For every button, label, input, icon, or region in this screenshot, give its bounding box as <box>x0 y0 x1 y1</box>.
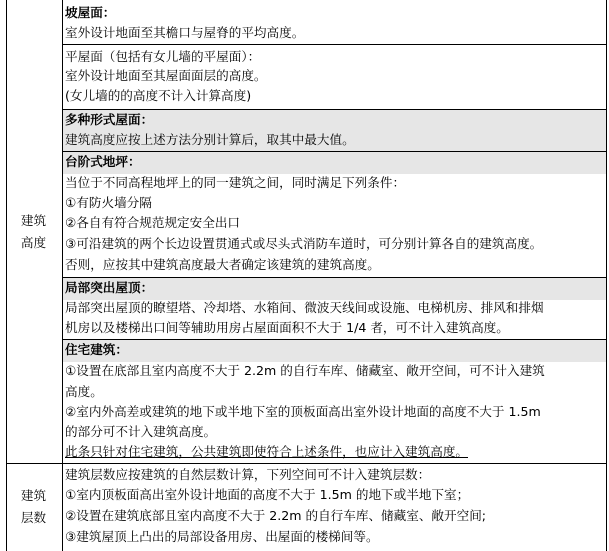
text-line: ②设置在建筑底部且室内高度不大于 2.2m 的自行车库、储藏室、敞开空间; <box>65 508 487 523</box>
building-height-table <box>6 0 607 551</box>
text-line: (女儿墙的的高度不计入计算高度) <box>65 88 252 103</box>
row-label-building-floors <box>6 485 61 529</box>
section-heading-flat-roof: 平屋面（包括有女儿墙的平屋面）： <box>65 49 261 64</box>
section-divider <box>62 151 607 152</box>
text-line: ③可沿建筑的两个长边设置贯通式或尽头式消防车道时，可分别计算各自的建筑高度。 <box>65 236 543 251</box>
row-divider <box>6 463 607 464</box>
text-line: ②室内外高差或建筑的地下或半地下室的顶板面高出室外设计地面的高度不大于 1.5m <box>65 404 541 419</box>
text-line: ①室内顶板面高出室外设计地面的高度不大于 1.5m 的地下或半地下室； <box>65 487 470 502</box>
text-line: ②各自有符合规范规定安全出口 <box>65 215 241 230</box>
section-heading-residential: 住宅建筑： <box>65 342 128 357</box>
section-divider <box>62 109 607 110</box>
note-line-underlined: 此条只针对住宅建筑，公共建筑即使符合上述条件，也应计入建筑高度。 <box>65 444 468 459</box>
text-line: ①设置在底部且室内高度不大于 2.2m 的自行车库、储藏室、敞开空间，可不计入建筑 <box>65 363 545 378</box>
text-line: 高度。 <box>65 384 103 399</box>
section-divider <box>62 339 607 340</box>
section-heading-rooftop-projection: 局部突出屋顶： <box>65 280 154 295</box>
table-border-right <box>606 0 607 551</box>
text-line: 建筑高度应按上述方法分别计算后，取其中最大值。 <box>65 132 355 147</box>
text-line: 机房以及楼梯出口间等辅助用房占屋面面积不大于 1/4 者，可不计入建筑高度。 <box>65 320 509 335</box>
text-line: 否则，应按其中建筑高度最大者确定该建筑的建筑高度。 <box>65 257 380 272</box>
section-divider <box>62 277 607 278</box>
text-line: ③建筑屋顶上凸出的局部设备用房、出屋面的楼梯间等。 <box>65 529 379 544</box>
section-heading-multi-roof: 多种形式屋面： <box>65 112 154 127</box>
section-heading-sloped-roof: 坡屋面： <box>65 5 116 20</box>
text-line: 建筑层数应按建筑的自然层数计算，下列空间可不计入建筑层数： <box>65 467 431 482</box>
row-label-line: 层数 <box>20 510 47 525</box>
text-line: 当位于不同高程地坪上的同一建筑之间，同时满足下列条件： <box>65 175 406 190</box>
section-heading-stepped-ground: 台阶式地坪： <box>65 154 141 169</box>
row-label-line: 建筑 <box>20 488 47 503</box>
text-line: 局部突出屋顶的瞭望塔、冷却塔、水箱间、微波天线间或设施、电梯机房、排风和排烟 <box>65 300 544 315</box>
row-label-building-height <box>6 210 61 254</box>
row-label-line: 高度 <box>20 235 47 250</box>
column-divider <box>62 0 63 551</box>
row-label-line: 建筑 <box>20 213 47 228</box>
section-header-shade <box>63 152 606 174</box>
text-line: 室外设计地面至其檐口与屋脊的平均高度。 <box>65 25 305 40</box>
table-border-left <box>6 0 7 551</box>
section-divider <box>62 44 607 45</box>
section-header-shade <box>63 340 606 362</box>
text-line: ①有防火墙分隔 <box>65 195 152 210</box>
text-line: 的部分可不计入建筑高度。 <box>65 424 217 439</box>
text-line: 室外设计地面至其屋面面层的高度。 <box>65 68 267 83</box>
